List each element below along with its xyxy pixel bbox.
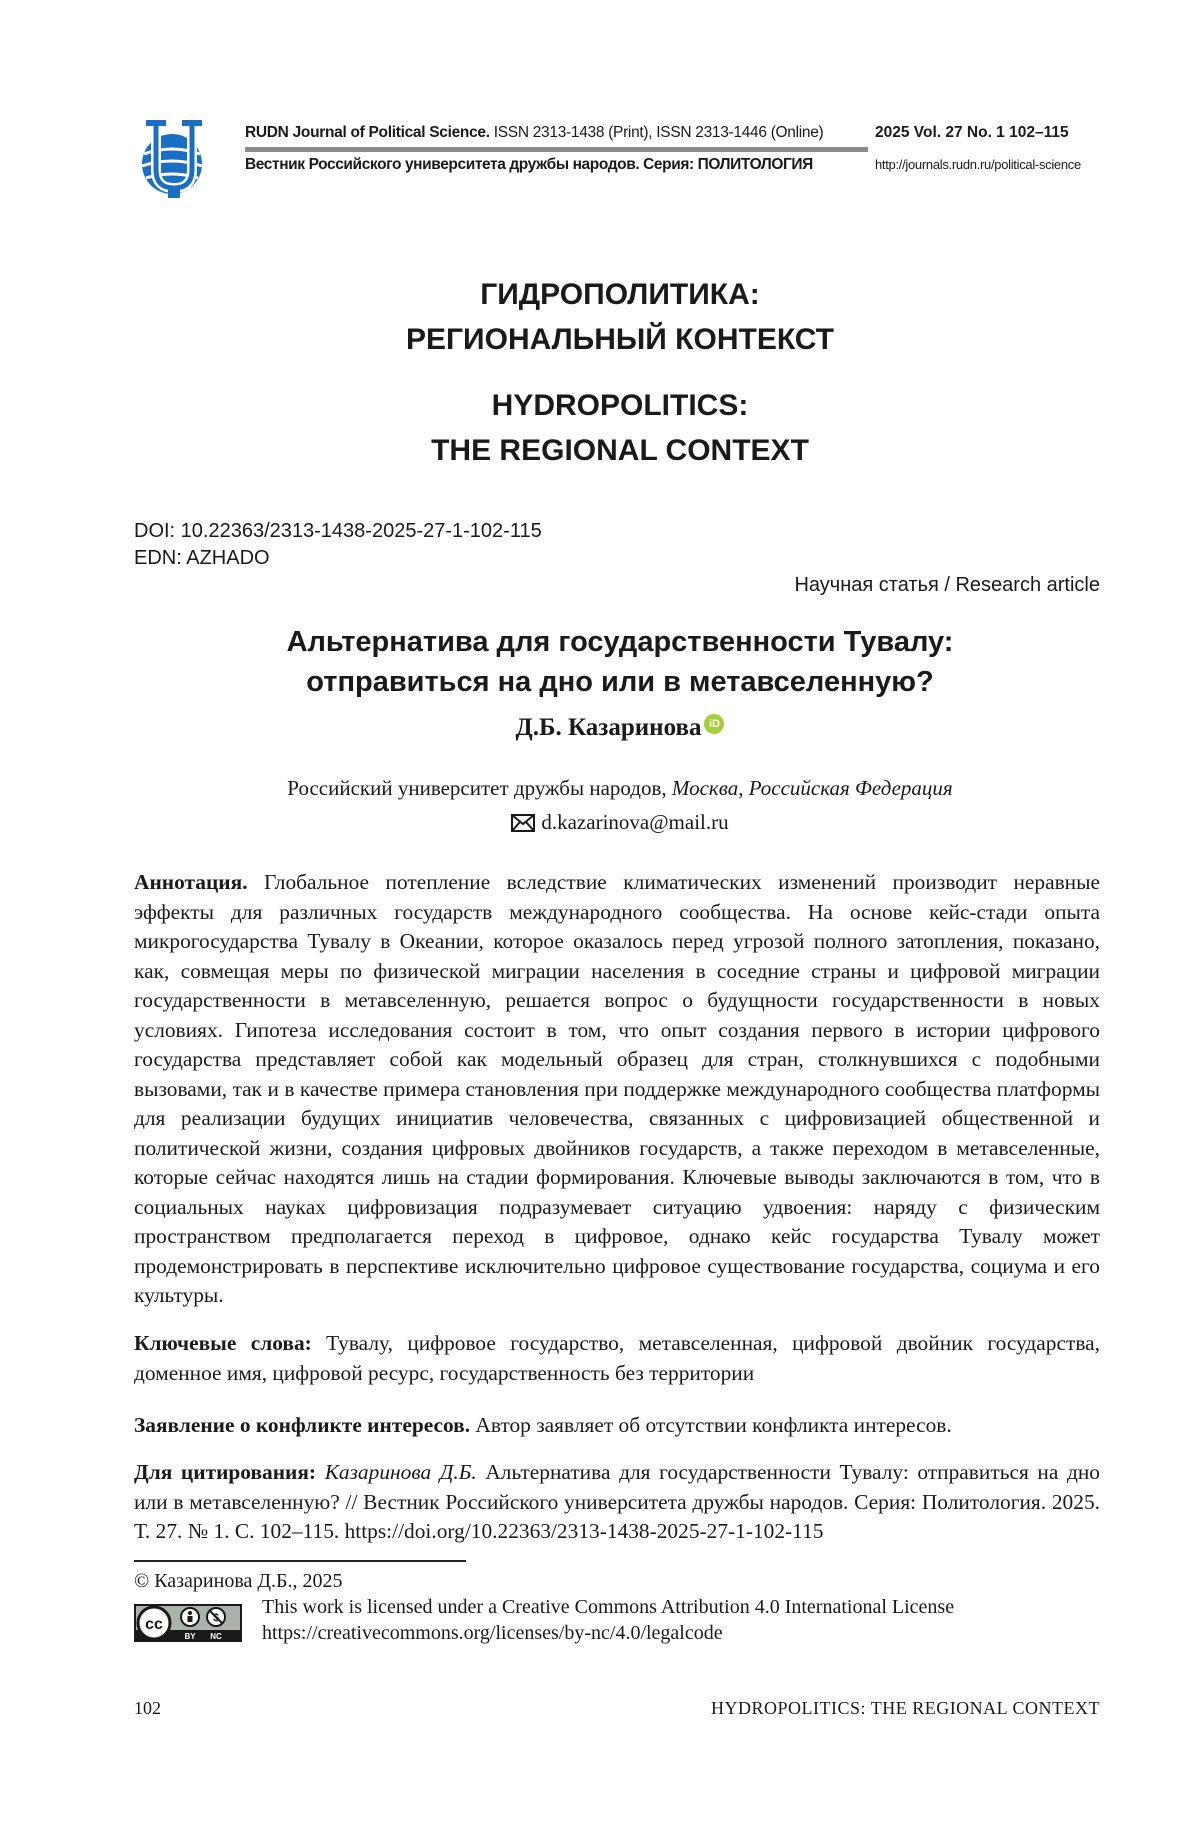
author-email-line bbox=[130, 810, 1110, 835]
identifiers bbox=[134, 518, 542, 572]
journal-issn: ISSN 2313-1438 (Print), ISSN 2313-1446 (Online) bbox=[490, 124, 824, 141]
envelope-icon bbox=[511, 814, 535, 832]
abstract-label: Аннотация. bbox=[134, 870, 248, 894]
journal-name-en: RUDN Journal of Political Science. bbox=[245, 124, 490, 141]
cc-nc-text: NC bbox=[210, 1632, 222, 1641]
rubric-ru-line1: ГИДРОПОЛИТИКА: bbox=[130, 272, 1110, 317]
rubric-ru-line2: РЕГИОНАЛЬНЫЙ КОНТЕКСТ bbox=[130, 317, 1110, 362]
keywords-text: Тувалу, цифровое государство, метавселенная, цифровой двойник государства, доменное имя, цифровой ресурс, государственность без территории bbox=[134, 1331, 1100, 1385]
license-line1: This work is licensed under a Creative Commons Attribution 4.0 International License bbox=[262, 1594, 954, 1620]
conflict-statement bbox=[134, 1411, 1100, 1441]
license-text bbox=[262, 1594, 954, 1646]
journal-url[interactable]: http://journals.rudn.ru/political-science bbox=[875, 157, 1105, 172]
volume-info: 2025 Vol. 27 No. 1 102–115 bbox=[875, 124, 1105, 142]
citation-author: Казаринова Д.Б. bbox=[316, 1460, 477, 1484]
doi-text[interactable]: DOI: 10.22363/2313-1438-2025-27-1-102-115 bbox=[134, 518, 542, 545]
footnote-rule bbox=[134, 1560, 466, 1562]
orcid-icon[interactable]: iD bbox=[704, 714, 724, 734]
author-name: Д.Б. Казаринова bbox=[516, 714, 702, 741]
conflict-label: Заявление о конфликте интересов. bbox=[134, 1413, 470, 1437]
article-title-line1: Альтернатива для государственности Тувалу: bbox=[130, 622, 1110, 662]
copyright: © Казаринова Д.Б., 2025 bbox=[134, 1570, 343, 1593]
journal-title-ru: Вестник Российского университета дружбы народов. Серия: ПОЛИТОЛОГИЯ bbox=[245, 156, 860, 174]
page-number: 102 bbox=[134, 1698, 161, 1719]
author-line bbox=[130, 714, 1110, 742]
article-type: Научная статья / Research article bbox=[794, 574, 1100, 597]
keywords bbox=[134, 1329, 1100, 1388]
rubric-en bbox=[130, 383, 1110, 473]
keywords-label: Ключевые слова: bbox=[134, 1331, 312, 1355]
affiliation-place: Москва, Российская Федерация bbox=[672, 776, 953, 800]
running-title: HYDROPOLITICS: THE REGIONAL CONTEXT bbox=[711, 1698, 1100, 1719]
affiliation bbox=[130, 776, 1110, 801]
cc-by-text: BY bbox=[184, 1632, 196, 1641]
author-email[interactable]: d.kazarinova@mail.ru bbox=[541, 810, 728, 834]
header-divider-bar bbox=[245, 147, 868, 152]
cc-by-nc-license-icon[interactable] bbox=[134, 1604, 242, 1642]
citation bbox=[134, 1458, 1100, 1547]
citation-text: Альтернатива для государственности Тувалу: отправиться на дно или в метавселенную? // Вестник Российского университета дружбы народов. Серия: Политология. 2025. Т. 27. № 1. С. 102–115. https://doi.org/10.22363/2313-1438-2025-27-1-102-115 bbox=[134, 1460, 1100, 1543]
citation-label: Для цитирования: bbox=[134, 1460, 316, 1484]
conflict-text: Автор заявляет об отсутствии конфликта интересов. bbox=[470, 1413, 952, 1437]
journal-title-en bbox=[245, 124, 860, 142]
rubric-ru bbox=[130, 272, 1110, 362]
edn-text: EDN: AZHADO bbox=[134, 545, 542, 572]
rubric-en-line2: THE REGIONAL CONTEXT bbox=[130, 428, 1110, 473]
abstract-text: Глобальное потепление вследствие климатических изменений производит неравные эффекты для различных государств международного сообщества. На основе кейс-стади опыта микрогосударства Тувалу в Океании, которое оказалось перед угрозой полного затопления, показано, как, совмещая меры по физической миграции населения в соседние страны и цифровой миграции государственности в метавселенную, решается вопрос о будущности государственности в новых условиях. Гипотеза исследования состоит в том, что опыт создания первого в истории цифрового государства представляет собой как модельный образец для стран, столкнувшихся с подобными вызовами, так и в качестве примера становления при поддержке международного сообщества платформы для реализации будущих инициатив человечества, связанных с цифровизацией общественной и политической жизни, создания цифровых двойников государств, а также переходом в метавселенные, которые сейчас находятся лишь на стадии формирования. Ключевые выводы заключаются в том, что в социальных науках цифровизация подразумевает ситуацию удвоения: наряду с физическим пространством предполагается переход в цифровое, однако кейс государства Тувалу может продемонстрировать в перспективе исключительно цифровое существование государства, социума и его культуры. bbox=[134, 870, 1100, 1307]
license-url[interactable]: https://creativecommons.org/licenses/by-nc/4.0/legalcode bbox=[262, 1620, 954, 1646]
abstract bbox=[134, 868, 1100, 1311]
cc-badge-text: cc bbox=[145, 1616, 163, 1633]
rubric-en-line1: HYDROPOLITICS: bbox=[130, 383, 1110, 428]
affiliation-org: Российский университет дружбы народов, bbox=[287, 776, 672, 800]
rudn-globe-logo-icon bbox=[130, 118, 220, 200]
article-title bbox=[130, 622, 1110, 702]
article-title-line2: отправиться на дно или в метавселенную? bbox=[130, 662, 1110, 702]
